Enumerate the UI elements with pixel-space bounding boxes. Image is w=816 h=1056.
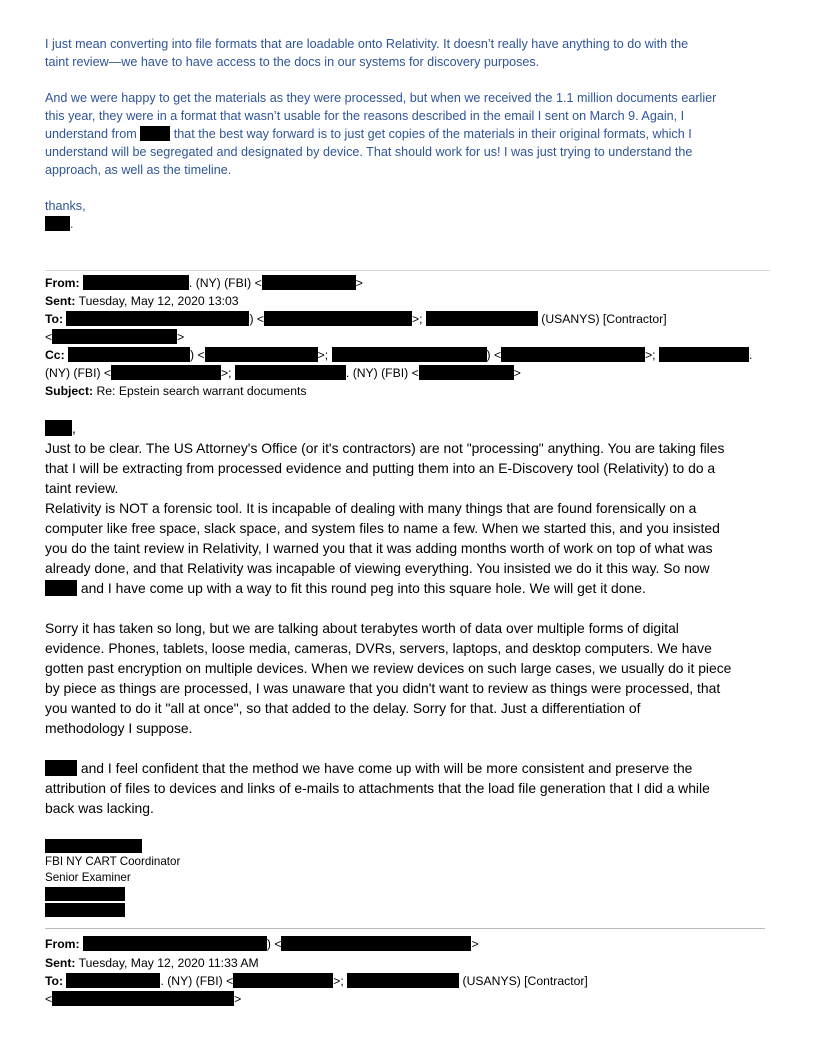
redaction — [235, 365, 346, 380]
email1-cc-cont — [45, 364, 521, 382]
body-line: already done, and that Relativity was incapable of viewing everything. You insisted we do it this way. So now — [45, 560, 710, 576]
email2-to — [45, 972, 588, 990]
redaction — [45, 420, 72, 436]
body-line: evidence. Phones, tablets, loose media, cameras, DVRs, servers, laptops, and desktop computers. We have — [45, 640, 712, 656]
email1-from — [45, 274, 363, 292]
redaction — [45, 580, 77, 596]
text: that the best way forward is to just get copies of the materials in their original formats, which I — [173, 127, 692, 141]
text: understand from — [45, 127, 137, 141]
redaction — [52, 991, 234, 1006]
redaction — [111, 365, 221, 380]
body-line — [45, 578, 646, 598]
body-line: Relativity is NOT a forensic tool. It is incapable of dealing with many things that are found forensically on a — [45, 500, 697, 516]
label: Sent: — [45, 294, 76, 308]
text: >; — [412, 312, 423, 326]
body-line: methodology I suppose. — [45, 720, 193, 736]
redaction — [45, 903, 125, 917]
redaction — [66, 311, 249, 326]
text: , — [72, 420, 76, 436]
text: ) < — [249, 312, 264, 326]
text: ) < — [266, 937, 282, 951]
signature-role: Senior Examiner — [45, 871, 131, 884]
text: > — [513, 366, 521, 380]
label: From: — [45, 276, 80, 290]
email1-sent — [45, 292, 239, 310]
text: >; — [645, 348, 656, 362]
body-line: attribution of files to devices and links of e-mails to attachments that the load file generation that I did a while — [45, 780, 710, 796]
text: . — [748, 348, 753, 362]
redaction — [347, 973, 459, 988]
text: ) < — [486, 348, 502, 362]
email1-to — [45, 310, 667, 328]
body-line: gotten past encryption on multiple devices. When we review devices on such large cases, we usually do it piece — [45, 660, 732, 676]
text: . (NY) (FBI) < — [188, 276, 262, 290]
reply-closing: thanks, — [45, 199, 86, 213]
label: From: — [45, 937, 80, 951]
redaction — [205, 347, 318, 362]
text: . (NY) (FBI) < — [160, 974, 234, 988]
text: and I have come up with a way to fit this round peg into this square hole. We will get it done. — [80, 580, 646, 596]
divider — [45, 928, 765, 929]
body-line: by piece as things are processed, I was unaware that you didn't want to review as things were processed, that — [45, 680, 721, 696]
text: >; — [221, 366, 232, 380]
body-line: Sorry it has taken so long, but we are talking about terabytes worth of data over multiple forms of digital — [45, 620, 679, 636]
redaction — [45, 216, 70, 231]
label: To: — [45, 312, 64, 326]
text: (USANYS) [Contractor] — [541, 312, 667, 326]
label: Sent: — [45, 956, 76, 970]
body-line: you do the taint review in Relativity, I warned you that it was adding months worth of work on top of what was — [45, 540, 713, 556]
email2-sent — [45, 954, 259, 972]
redaction — [45, 839, 142, 853]
text: >; — [317, 348, 329, 362]
email1-to-cont — [45, 328, 184, 346]
redaction — [426, 311, 538, 326]
text: Re: Epstein search warrant documents — [96, 384, 307, 398]
redaction — [140, 126, 170, 141]
text: and I feel confident that the method we have come up with will be more consistent and preserve the — [80, 760, 693, 776]
signature-name — [45, 839, 142, 855]
reply-line — [45, 125, 692, 143]
redaction — [264, 311, 412, 326]
text: (NY) (FBI) < — [45, 366, 112, 380]
redaction — [45, 760, 77, 776]
email2-to-cont — [45, 990, 241, 1008]
text: ) < — [190, 348, 205, 362]
text: > — [471, 937, 479, 951]
redaction — [659, 347, 749, 362]
text: < — [45, 330, 53, 344]
text: < — [45, 992, 53, 1006]
text: . (NY) (FBI) < — [345, 366, 419, 380]
reply-line: I just mean converting into file formats that are loadable onto Relativity. It doesn’t really have anything to do with the — [45, 37, 689, 51]
text: >; — [333, 974, 344, 988]
signature-redacted — [45, 903, 125, 919]
redaction — [262, 275, 356, 290]
divider — [45, 270, 770, 271]
body-line: you wanted to do it "all at once", so that added to the delay. Sorry for that. Just a differentiation of — [45, 700, 641, 716]
body-line: back was lacking. — [45, 800, 154, 816]
redaction — [233, 973, 333, 988]
signature-redacted — [45, 887, 125, 903]
redaction — [52, 329, 177, 344]
email1-greeting — [45, 418, 76, 438]
redaction — [281, 936, 471, 951]
reply-line: approach, as well as the timeline. — [45, 163, 232, 177]
label: Subject: — [45, 384, 94, 398]
redaction — [501, 347, 645, 362]
redaction — [83, 936, 267, 951]
redaction — [68, 347, 190, 362]
text: > — [355, 276, 363, 290]
signature-title: FBI NY CART Coordinator — [45, 855, 181, 868]
reply-signature — [45, 215, 74, 233]
label: To: — [45, 974, 64, 988]
text: > — [177, 330, 185, 344]
body-line — [45, 758, 692, 778]
body-line: taint review. — [45, 480, 119, 496]
redaction — [45, 887, 125, 901]
text: Tuesday, May 12, 2020 11:33 AM — [78, 956, 259, 970]
redaction — [332, 347, 487, 362]
reply-line: this year, they were in a format that wasn’t usable for the reasons described in the email I sent on March 9. Again, I — [45, 109, 685, 123]
redaction — [83, 275, 189, 290]
label: Cc: — [45, 348, 65, 362]
text: . — [70, 217, 74, 231]
text: Tuesday, May 12, 2020 13:03 — [78, 294, 239, 308]
body-line: computer like free space, slack space, and system files to name a few. When we started this, and you insisted — [45, 520, 720, 536]
reply-line: taint review—we have to have access to the docs in our systems for discovery purposes. — [45, 55, 540, 69]
redaction — [419, 365, 514, 380]
reply-line: understand will be segregated and designated by device. That should work for us! I was just trying to understand the — [45, 145, 693, 159]
email2-from — [45, 935, 479, 953]
reply-line: And we were happy to get the materials as they were processed, but when we received the 1.1 million documents earlier — [45, 91, 717, 105]
body-line: that I will be extracting from processed evidence and putting them into an E-Discovery tool (Relativity) to do a — [45, 460, 716, 476]
text: > — [234, 992, 242, 1006]
email1-cc — [45, 346, 752, 364]
redaction — [66, 973, 160, 988]
email1-subject — [45, 382, 306, 400]
text: (USANYS) [Contractor] — [462, 974, 588, 988]
body-line: Just to be clear. The US Attorney's Office (or it's contractors) are not "processing" anything. You are taking files — [45, 440, 725, 456]
